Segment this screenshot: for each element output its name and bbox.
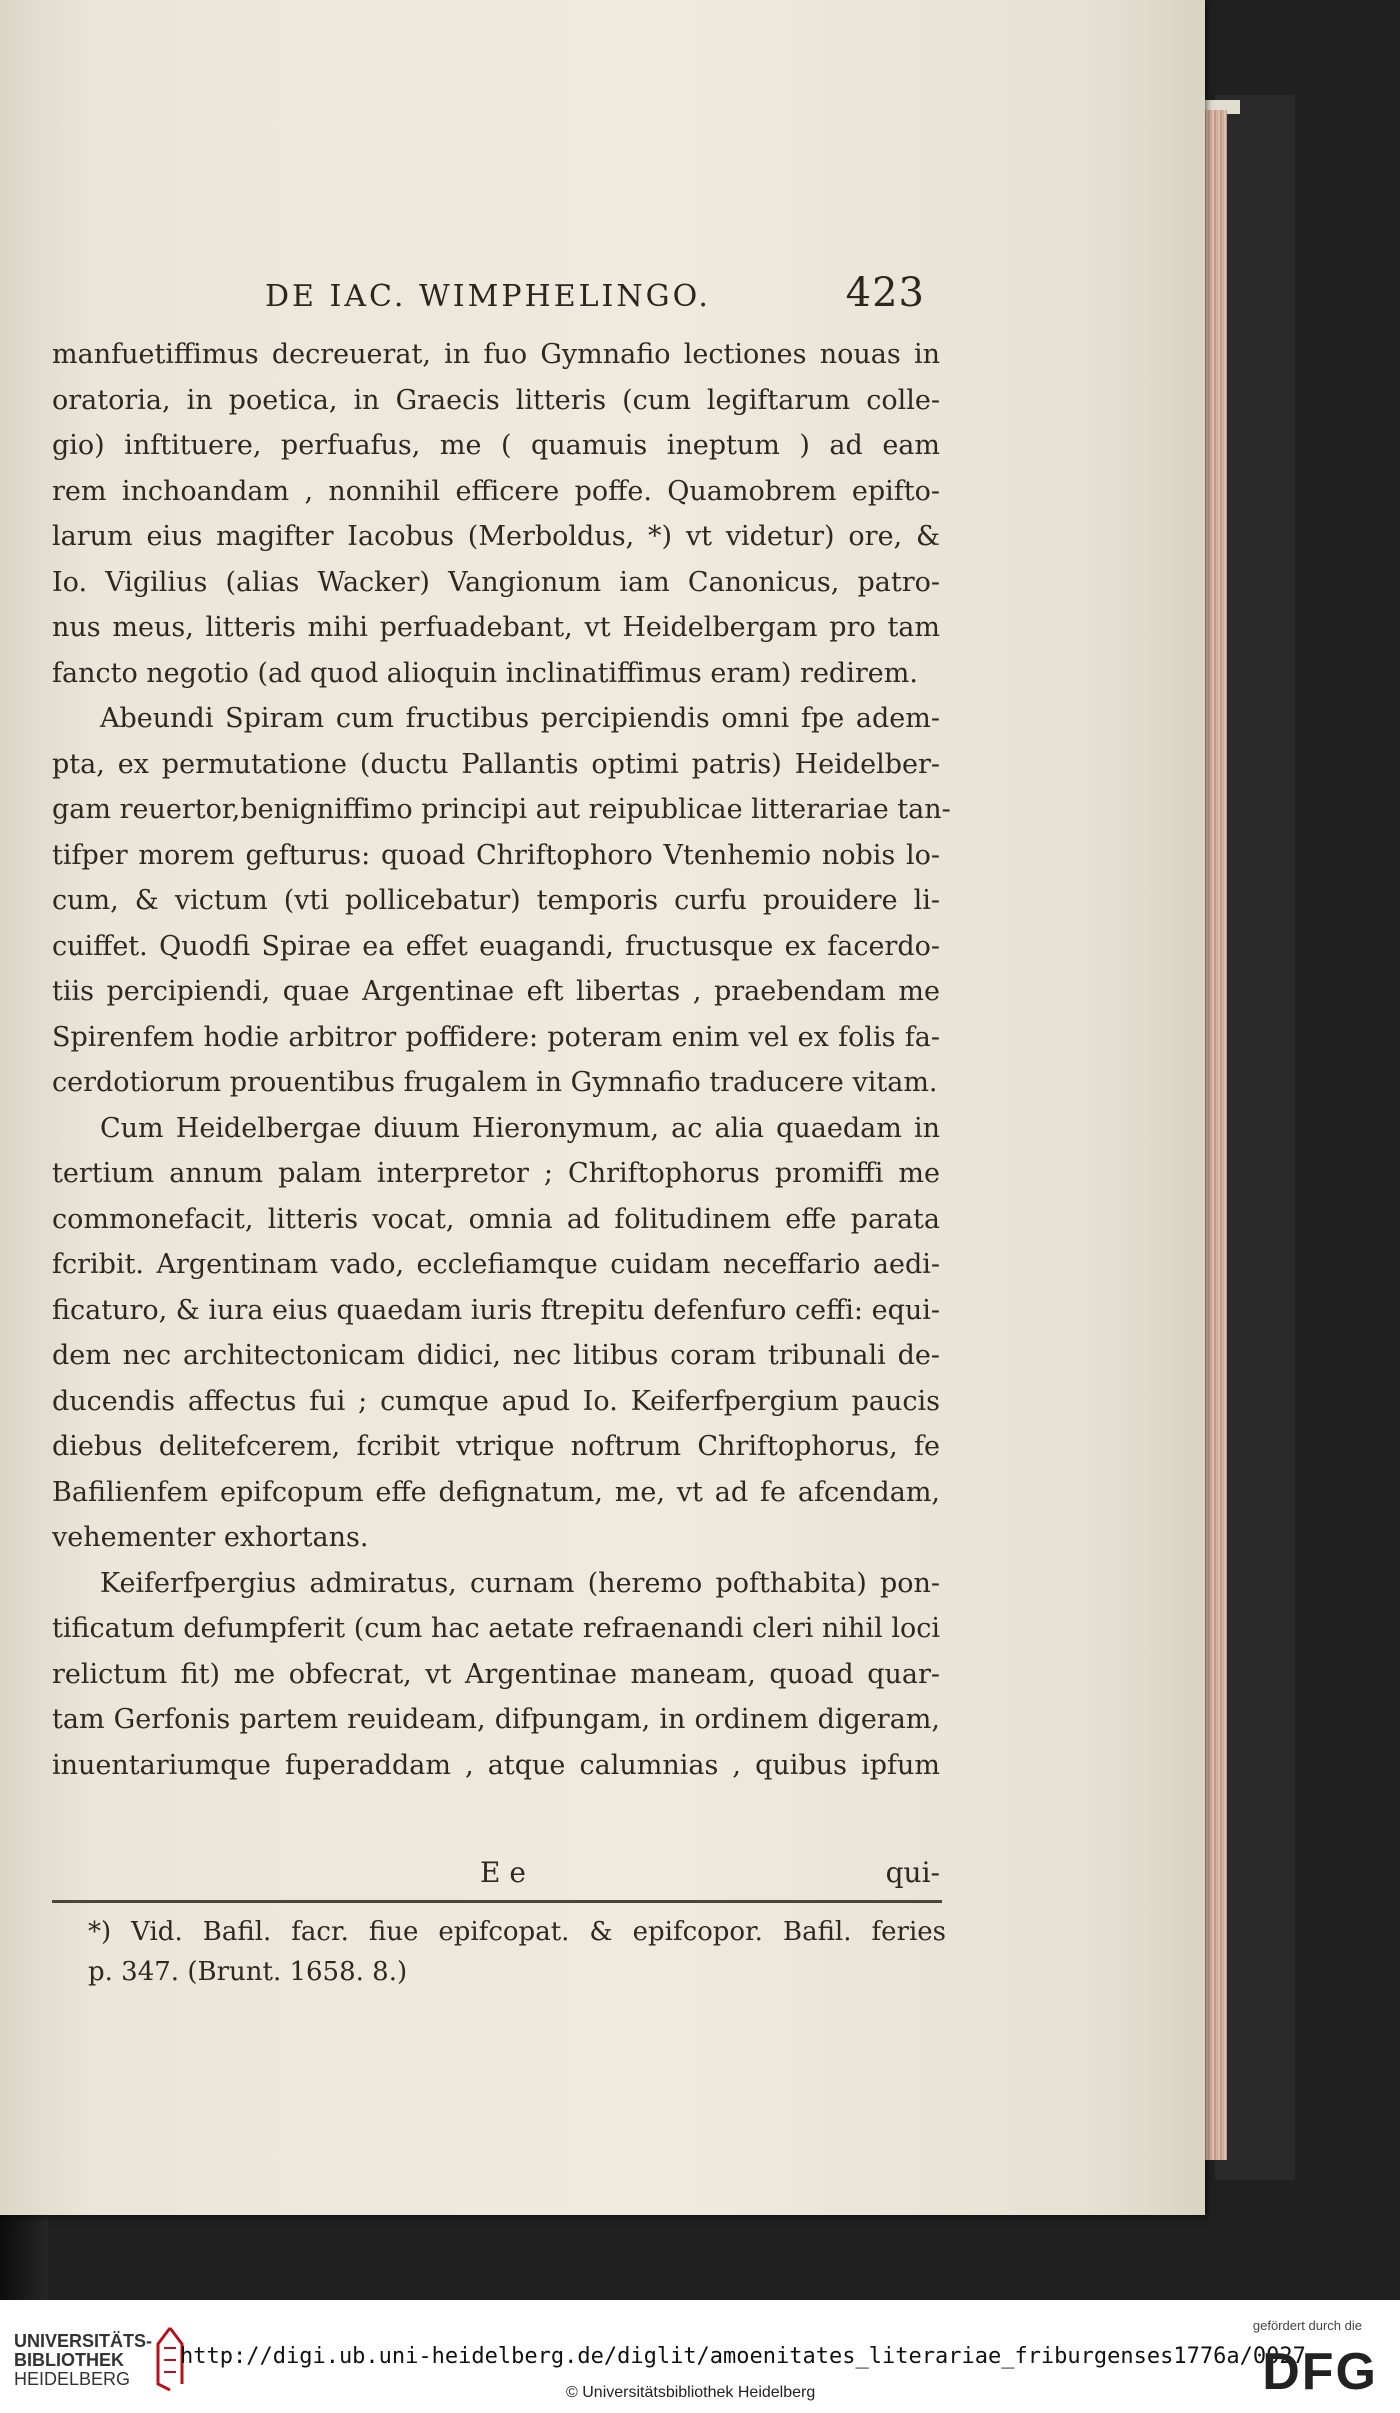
text-line: tertium annum palam interpretor ; Chriftophorus promiffi me [52, 1158, 940, 1189]
catchword: qui- [885, 1856, 940, 1889]
copyright-notice: © Universitätsbibliothek Heidelberg [566, 2384, 816, 2401]
text-line: relictum fit) me obfecrat, vt Argentinae maneam, quoad quar- [52, 1658, 940, 1690]
text-line: Bafilienfem epifcopum effe defignatum, me, vt ad fe afcendam, [52, 1476, 940, 1508]
library-name-line3: HEIDELBERG [14, 2369, 131, 2389]
text-line: vehementer exhortans. [52, 1522, 369, 1553]
dfg-logo: DFG [1262, 2343, 1378, 2401]
footnote [88, 1912, 946, 1992]
text-line: Spirenfem hodie arbitror poffidere: poteram enim vel ex folis fa- [52, 1021, 940, 1053]
text-line: Keiferfpergius admiratus, curnam (heremo pofthabita) pon- [100, 1567, 940, 1599]
text-line: fancto negotio (ad quod alioquin inclinatiffimus eram) redirem. [52, 657, 918, 689]
text-line: oratoria, in poetica, in Graecis litteris (cum legiftarum colle- [52, 384, 940, 416]
running-head-title: DE IAC. WIMPHELINGO. [265, 279, 711, 314]
text-line: nus meus, litteris mihi perfuadebant, vt Heidelbergam pro tam [52, 612, 940, 643]
text-line: Cum Heidelbergae diuum Hieronymum, ac alia quaedam in [100, 1112, 940, 1144]
text-line: gam reuertor,benigniffimo principi aut reipublicae litterariae tan- [52, 794, 951, 825]
text-line: cum, & victum (vti pollicebatur) temporis curfu prouidere li- [52, 885, 940, 916]
text-line: ficaturo, & iura eius quaedam iuris ftrepitu defenfuro ceffi: equi- [52, 1294, 941, 1326]
text-line: diebus delitefcerem, fcribit vtrique noftrum Chriftophorus, fe [52, 1431, 940, 1462]
footnote-line: *) Vid. Bafil. facr. fiue epifcopat. & epifcopor. Bafil. feries [88, 1917, 946, 1947]
text-line: tiis percipiendi, quae Argentinae eft libertas , praebendam me [52, 976, 940, 1007]
library-name-line2: BIBLIOTHEK [14, 2350, 124, 2370]
text-line: larum eius magifter Iacobus (Merboldus, *) vt videtur) ore, & [52, 521, 940, 552]
page-number: 423 [845, 270, 925, 316]
text-line: gio) inftituere, perfuafus, me ( quamuis ineptum ) ad eam [52, 430, 940, 461]
text-line: cerdotiorum prouentibus frugalem in Gymnafio traducere vitam. [52, 1067, 938, 1098]
text-line: dem nec architectonicam didici, nec litibus coram tribunali de- [52, 1340, 940, 1371]
signature-mark: E e [480, 1856, 526, 1889]
text-line: tam Gerfonis partem reuideam, difpungam, in ordinem digeram, [52, 1704, 940, 1735]
library-logo [14, 2332, 152, 2389]
footnote-rule [52, 1900, 942, 1903]
running-head [265, 270, 925, 316]
library-name-line1: UNIVERSITÄTS- [14, 2331, 153, 2351]
text-line: ducendis affectus fui ; cumque apud Io. Keiferfpergium paucis [52, 1385, 940, 1417]
text-line: manfuetiffimus decreuerat, in fuo Gymnafio lectiones nouas in [52, 339, 940, 370]
text-line: tifper morem gefturus: quoad Chriftophoro Vtenhemio nobis lo- [52, 839, 940, 871]
text-line: inuentariumque fuperaddam , atque calumnias , quibus ipfum [52, 1749, 940, 1781]
text-line: Io. Vigilius (alias Wacker) Vangionum iam Canonicus, patro- [52, 566, 940, 598]
body-text [52, 332, 951, 1788]
text-line: pta, ex permutatione (ductu Pallantis optimi patris) Heidelber- [52, 748, 940, 780]
text-line: commonefacit, litteris vocat, omnia ad folitudinem effe parata [52, 1203, 940, 1235]
text-line: fcribit. Argentinam vado, ecclefiamque cuidam neceffario aedi- [52, 1249, 940, 1280]
text-line: tificatum defumpferit (cum hac aetate refraenandi cleri nihil loci [52, 1613, 940, 1644]
text-line: rem inchoandam , nonnihil efficere poffe. Quamobrem epifto- [52, 475, 940, 507]
permalink-url[interactable]: http://digi.ub.uni-heidelberg.de/diglit/amoenitates_literariae_friburgenses1776a/0027 [180, 2344, 1306, 2369]
page-shadow [1215, 95, 1295, 2180]
funding-caption: gefördert durch die [1252, 2318, 1362, 2333]
viewer-footer [0, 2300, 1400, 2413]
text-line: Abeundi Spiram cum fructibus percipiendis omni fpe adem- [100, 703, 940, 734]
page-fore-edge [1205, 110, 1227, 2160]
footnote-line: p. 347. (Brunt. 1658. 8.) [88, 1957, 408, 1987]
text-line: cuiffet. Quodfi Spirae ea effet euagandi, fructusque ex facerdo- [52, 930, 940, 962]
